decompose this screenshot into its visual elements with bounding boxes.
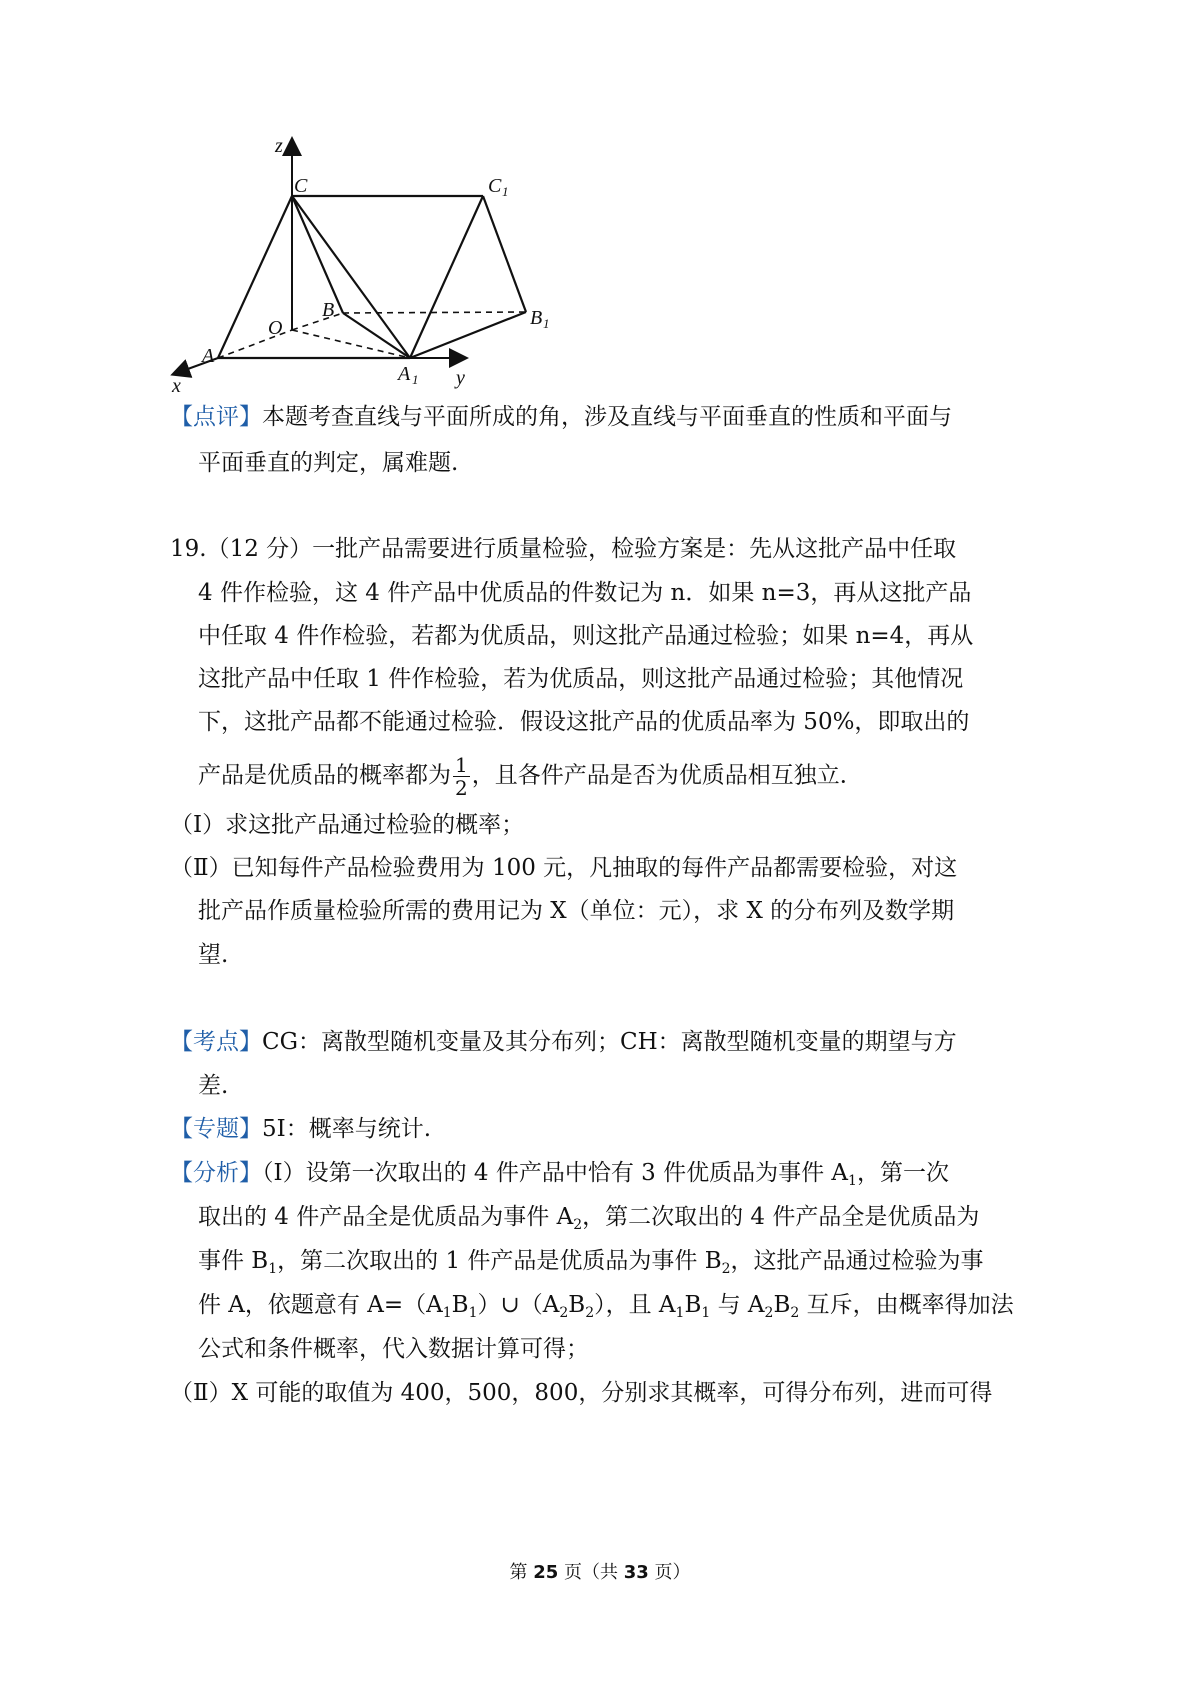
problem-text-6b: ，且各件产品是否为优质品相互独立． [471, 762, 863, 789]
problem-text-1: （12 分）一批产品需要进行质量检验，检验方案是：先从这批产品中任取 [206, 536, 957, 562]
fenxi-line-1 [170, 1158, 949, 1188]
footer-total-pages: 33 [623, 1562, 649, 1583]
fenxi-text-4d: B [568, 1292, 586, 1318]
problem-line-4: 这批产品中任取 1 件作检验，若为优质品，则这批产品通过检验；其他情况 [198, 666, 964, 692]
label-C1-sub: 1 [502, 184, 509, 199]
fenxi-line-6: （Ⅱ）X 可能的取值为 400，500，800，分别求其概率，可得分布列，进而可得 [170, 1380, 993, 1406]
kaodian-line-1 [170, 1027, 957, 1057]
label-y: y [456, 367, 465, 389]
label-x: x [172, 375, 181, 397]
review-text-1: 本题考查直线与平面所成的角，涉及直线与平面垂直的性质和平面与 [262, 404, 952, 430]
problem-number: 19. [170, 536, 207, 562]
label-C1: C [488, 175, 502, 197]
review-line-2: 平面垂直的判定，属难题. [198, 450, 459, 476]
sub-1: 1 [701, 1305, 711, 1321]
kaodian-text-1: CG：离散型随机变量及其分布列；CH：离散型随机变量的期望与方 [262, 1029, 957, 1055]
fenxi-text-3b: ，第二次取出的 1 件产品是优质品为事件 B [277, 1248, 722, 1274]
sub-1: 1 [442, 1305, 452, 1321]
fenxi-text-4f: B [684, 1292, 702, 1318]
fenxi-text-4e: ），且 A [594, 1292, 676, 1318]
part-2-line-1: （Ⅱ）已知每件产品检验费用为 100 元，凡抽取的每件产品都需要检验，对这 [170, 855, 958, 881]
page-footer [0, 1558, 1200, 1584]
kaodian-line-2: 差. [198, 1073, 229, 1099]
part-2-line-2: 批产品作质量检验所需的费用记为 X（单位：元），求 X 的分布列及数学期 [198, 898, 955, 924]
sub-2: 2 [573, 1217, 583, 1233]
sub-2: 2 [790, 1305, 800, 1321]
fenxi-text-4a: 件 A，依题意有 A=（A [198, 1292, 443, 1318]
edge-OB [292, 313, 343, 330]
fenxi-tag: 【分析】 [170, 1160, 262, 1186]
label-A1: A [398, 363, 411, 385]
fenxi-line-5: 公式和条件概率，代入数据计算可得； [198, 1336, 589, 1362]
review-tag: 【点评】 [170, 404, 262, 430]
problem-line-5: 下，这批产品都不能通过检验．假设这批产品的优质品率为 50%，即取出的 [198, 709, 970, 735]
fraction-numerator: 1 [455, 753, 468, 777]
sub-1: 1 [268, 1261, 278, 1277]
label-B1-sub: 1 [543, 316, 550, 331]
part-1: （Ⅰ）求这批产品通过检验的概率； [170, 812, 525, 838]
problem-line-2: 4 件作检验，这 4 件产品中优质品的件数记为 n．如果 n=3，再从这批产品 [198, 580, 972, 606]
fenxi-text-4i: 互斥，由概率得加法 [799, 1292, 1014, 1318]
fenxi-text-4c: ）∪（A [477, 1292, 560, 1318]
label-z: z [275, 135, 283, 157]
fenxi-text-4g: 与 A [710, 1292, 765, 1318]
sub-1: 1 [675, 1305, 685, 1321]
sub-2: 2 [585, 1305, 595, 1321]
label-O: O [268, 317, 283, 339]
zhuanti-line [170, 1114, 431, 1144]
edge-C1B1 [483, 196, 526, 312]
problem-line-3: 中任取 4 件作检验，若都为优质品，则这批产品通过检验；如果 n=4，再从 [198, 623, 974, 649]
fenxi-text-4h: B [773, 1292, 791, 1318]
label-A: A [202, 345, 215, 367]
footer-page-number: 25 [533, 1562, 559, 1583]
problem-line-1 [170, 534, 956, 564]
sub-2: 2 [764, 1305, 774, 1321]
problem-line-6 [198, 754, 863, 799]
fenxi-line-2 [198, 1202, 979, 1232]
label-C: C [294, 175, 308, 197]
prism-diagram [160, 130, 580, 430]
sub-1: 1 [468, 1305, 478, 1321]
fenxi-text-3c: ，这批产品通过检验为事 [730, 1248, 984, 1274]
fraction-one-half [453, 754, 470, 799]
fenxi-text-2b: ，第二次取出的 4 件产品全是优质品为 [582, 1204, 980, 1230]
edge-BB1 [343, 312, 526, 313]
label-B1: B [530, 307, 543, 329]
label-A1-sub: 1 [412, 372, 419, 387]
zhuanti-text: 5I：概率与统计. [262, 1116, 432, 1142]
problem-text-6a: 产品是优质品的概率都为 [198, 762, 451, 789]
sub-1: 1 [848, 1173, 857, 1189]
footer-mid: 页（共 [558, 1562, 624, 1583]
label-B: B [322, 299, 335, 321]
geometry-figure [160, 130, 580, 430]
sub-2: 2 [559, 1305, 569, 1321]
fenxi-text-3a: 事件 B [198, 1248, 269, 1274]
footer-post: 页） [648, 1562, 691, 1583]
edge-CA1 [292, 196, 410, 358]
fenxi-text-4b: B [451, 1292, 469, 1318]
fenxi-text-2a: 取出的 4 件产品全是优质品为事件 A [198, 1204, 574, 1230]
sub-2: 2 [721, 1261, 731, 1277]
fenxi-line-3 [198, 1246, 984, 1276]
review-line-1 [170, 402, 952, 432]
zhuanti-tag: 【专题】 [170, 1116, 262, 1142]
fraction-denominator: 2 [455, 776, 468, 800]
fenxi-text-1a: （Ⅰ）设第一次取出的 4 件产品中恰有 3 件优质品为事件 A [262, 1160, 849, 1186]
kaodian-tag: 【考点】 [170, 1029, 262, 1055]
fenxi-line-4 [198, 1290, 1014, 1320]
edge-BA1 [343, 313, 410, 358]
fenxi-text-1b: ，第一次 [856, 1160, 949, 1186]
footer-pre: 第 [509, 1562, 534, 1583]
part-2-line-3: 望. [198, 942, 229, 968]
